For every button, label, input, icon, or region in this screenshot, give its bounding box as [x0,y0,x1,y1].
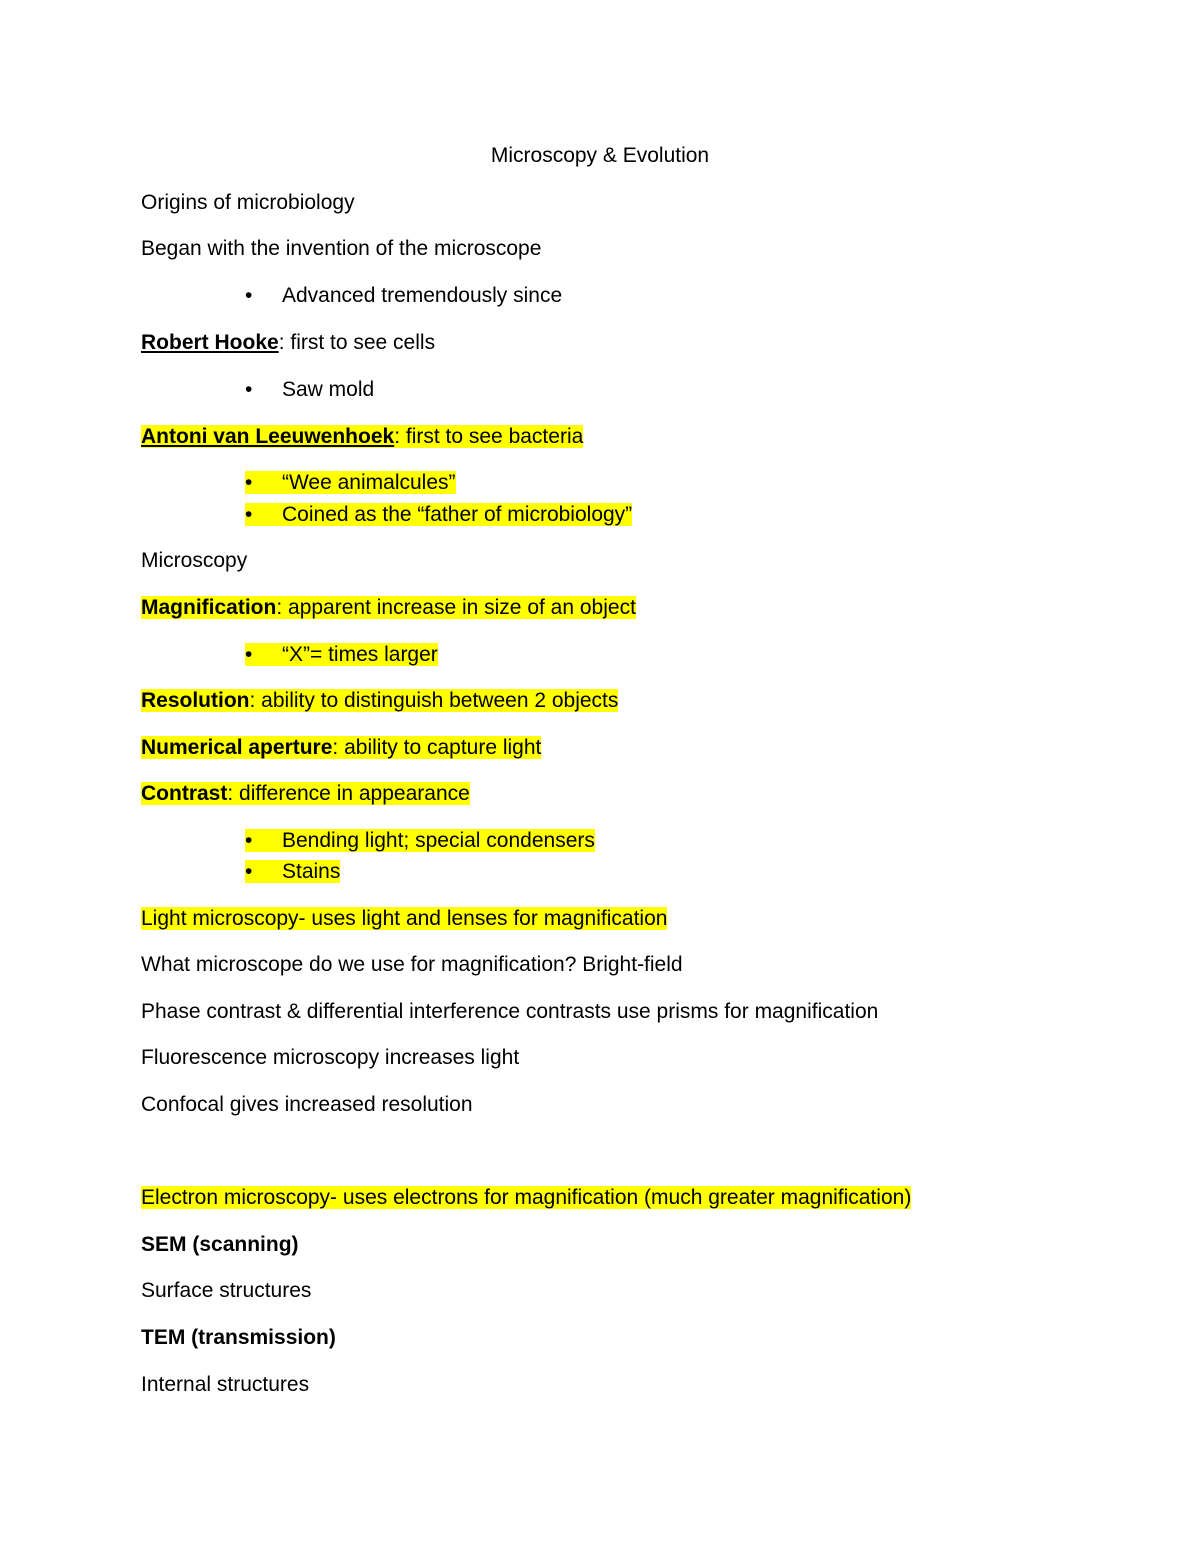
bullet-text: Bending light; special condensers [282,829,595,852]
definition-magnification [141,595,636,621]
numerical-aperture-description: : ability to capture light [332,736,542,759]
bullet-item-x-times [245,642,438,668]
leeuwenhoek-description: : first to see bacteria [394,425,584,448]
term-magnification: Magnification [141,596,277,619]
bullet-item-bending [245,828,595,854]
term-leeuwenhoek: Antoni van Leeuwenhoek [141,425,395,448]
term-contrast: Contrast [141,782,228,805]
paragraph-internal-structures: Internal structures [141,1373,310,1396]
term-tem: TEM (transmission) [141,1326,336,1349]
bullet-icon: • [245,860,253,883]
bullet-icon: • [245,829,253,852]
bullet-item-stains [245,859,340,885]
bullet-text: Coined as the “father of microbiology” [282,503,633,526]
paragraph-hooke [141,330,435,356]
term-resolution: Resolution [141,689,250,712]
heading-tem [141,1325,336,1351]
term-robert-hooke: Robert Hooke [141,331,279,354]
bullet-icon: • [245,503,253,526]
bullet-text: Stains [282,860,341,883]
definition-numerical-aperture [141,735,541,761]
bullet-text: “X”= times larger [282,643,438,666]
bullet-icon: • [245,643,253,666]
heading-microscopy: Microscopy [141,549,248,572]
bullet-icon: • [245,378,253,401]
resolution-description: : ability to distinguish between 2 objects [249,689,619,712]
bullet-icon: • [245,284,253,307]
bullet-text: Advanced tremendously since [282,284,563,307]
term-sem: SEM (scanning) [141,1233,299,1256]
term-numerical-aperture: Numerical aperture [141,736,333,759]
paragraph-fluorescence: Fluorescence microscopy increases light [141,1046,520,1069]
paragraph-phase-contrast: Phase contrast & differential interference contrasts use prisms for magnification [141,1000,879,1023]
paragraph-confocal: Confocal gives increased resolution [141,1093,473,1116]
bullet-item-coined [245,502,632,528]
bullet-text: Saw mold [282,378,375,401]
bullet-item-saw-mold [245,377,374,403]
bullet-icon: • [245,471,253,494]
paragraph-began: Began with the invention of the microscope [141,237,542,260]
paragraph-electron-microscopy [141,1185,911,1211]
light-microscopy-text: Light microscopy- uses light and lenses for magnification [141,907,668,930]
paragraph-surface-structures: Surface structures [141,1279,312,1302]
heading-sem [141,1232,299,1258]
definition-resolution [141,688,618,714]
paragraph-leeuwenhoek [141,424,583,450]
bullet-item-advanced [245,283,562,309]
paragraph-what-microscope: What microscope do we use for magnification? Bright-field [141,953,683,976]
hooke-description: : first to see cells [278,331,436,354]
paragraph-light-microscopy [141,906,667,932]
heading-origins: Origins of microbiology [141,191,355,214]
magnification-description: : apparent increase in size of an object [276,596,636,619]
document-title: Microscopy & Evolution [490,144,710,167]
bullet-item-wee [245,470,456,496]
contrast-description: : difference in appearance [227,782,470,805]
definition-contrast [141,781,470,807]
electron-microscopy-text: Electron microscopy- uses electrons for magnification (much greater magnification) [141,1186,912,1209]
bullet-text: “Wee animalcules” [282,471,456,494]
